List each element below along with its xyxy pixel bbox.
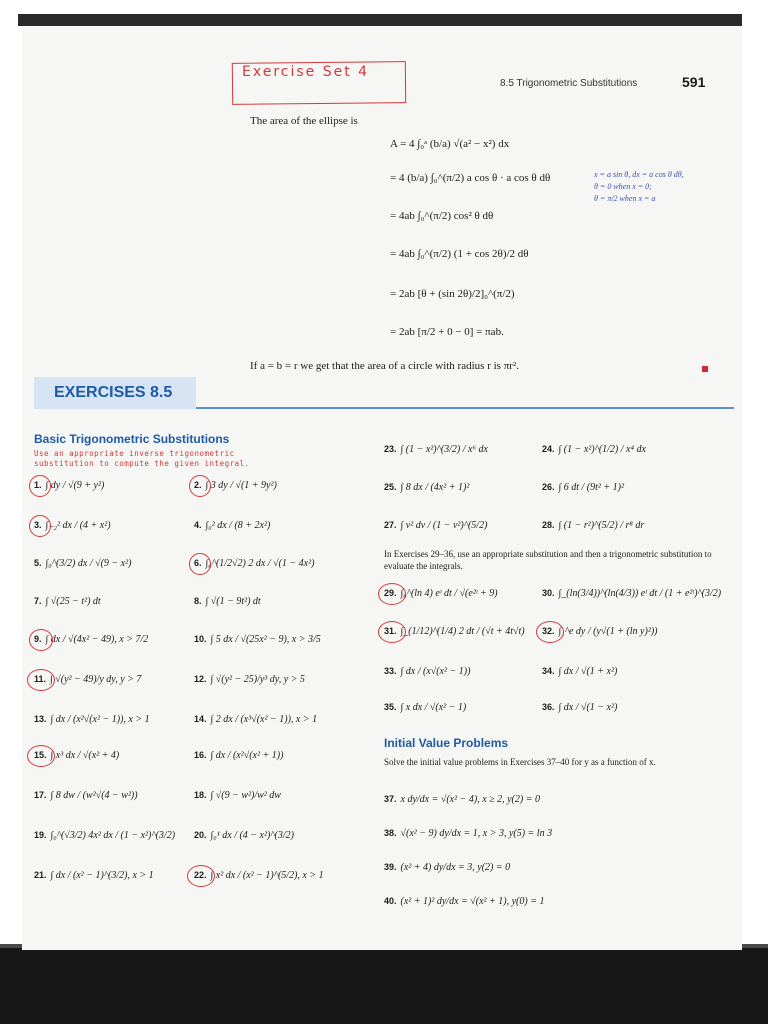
handwritten-note: substitution to compute the given integral. — [34, 459, 250, 468]
handwritten-circle — [536, 621, 564, 643]
problem — [542, 702, 617, 713]
problem-expression: ∫ x³ dx / √(x² + 4) — [50, 750, 120, 761]
problem-number: 20. — [194, 830, 207, 840]
problem-number: 19. — [34, 830, 47, 840]
handwritten-circle — [29, 475, 51, 497]
problem-expression: ∫ √(1 − 9t²) dt — [205, 596, 261, 607]
handwritten-circle — [27, 745, 55, 767]
problem-expression: ∫ dx / (x²√(x² − 1)), x > 1 — [50, 714, 150, 725]
problem-expression: x dy/dx = √(x² − 4), x ≥ 2, y(2) = 0 — [400, 794, 540, 805]
problem-expression: ∫ x² dx / (x² − 1)^(5/2), x > 1 — [210, 870, 324, 881]
problem-expression: ∫ 8 dx / (4x² + 1)² — [400, 482, 470, 493]
problem-number: 14. — [194, 714, 207, 724]
problem-number: 18. — [194, 790, 207, 800]
problem-expression: ∫ 3 dy / √(1 + 9y²) — [205, 480, 277, 491]
problem-number: 39. — [384, 862, 397, 872]
problem-expression: ∫ √(9 − w²)/w² dw — [210, 790, 281, 801]
ellipse-conclusion: If a = b = r we get that the area of a circle with radius r is πr². — [250, 360, 519, 372]
handwritten-circle — [378, 583, 406, 605]
problem-expression: ∫_(1/12)^(1/4) 2 dt / (√t + 4t√t) — [400, 626, 525, 637]
problem — [384, 794, 540, 805]
problem-expression: ∫ dx / (x√(x² − 1)) — [400, 666, 471, 677]
problem — [34, 830, 175, 841]
problem — [194, 674, 305, 685]
problem-expression: (x² + 1)² dy/dx = √(x² + 1), y(0) = 1 — [400, 896, 545, 907]
derivation-line: = 4 (b/a) ∫₀^(π/2) a cos θ · a cos θ dθ — [390, 172, 551, 184]
problem-number: 22. — [194, 870, 207, 880]
problem — [384, 702, 466, 713]
problem-expression: (x² + 4) dy/dx = 3, y(2) = 0 — [400, 862, 511, 873]
problem-number: 40. — [384, 896, 397, 906]
basic-heading: Basic Trigonometric Substitutions — [34, 432, 230, 446]
derivation-line: = 4ab ∫₀^(π/2) cos² θ dθ — [390, 210, 494, 222]
problem — [194, 790, 281, 801]
substitution-note: x = a sin θ, dx = a cos θ dθ, — [594, 170, 684, 179]
problem-number: 35. — [384, 702, 397, 712]
problem — [34, 870, 154, 881]
problem — [194, 596, 261, 607]
problem — [542, 444, 646, 455]
ellipse-intro: The area of the ellipse is — [250, 115, 358, 127]
problem-expression: ∫ dy / √(9 + y²) — [45, 480, 105, 491]
problem — [542, 482, 624, 493]
end-of-example-marker — [702, 366, 708, 372]
problem-number: 36. — [542, 702, 555, 712]
problem-expression: ∫ √(25 − t²) dt — [45, 596, 101, 607]
problem-number: 24. — [542, 444, 555, 454]
problem-expression: ∫₀^(√3/2) 4x² dx / (1 − x²)^(3/2) — [50, 830, 176, 841]
problem — [384, 828, 552, 839]
problem-expression: ∫₋₂² dx / (4 + x²) — [45, 520, 111, 531]
problem-number: 10. — [194, 634, 207, 644]
problem — [542, 666, 617, 677]
problem — [194, 714, 317, 725]
problem — [194, 520, 270, 531]
problem — [384, 896, 544, 907]
problem-expression: ∫ (1 − x²)^(3/2) / x⁶ dx — [400, 444, 488, 455]
derivation-line: A = 4 ∫₀ᵃ (b/a) √(a² − x²) dx — [390, 138, 510, 150]
handwritten-note: Use an appropriate inverse trigonometric — [34, 449, 235, 458]
substitution-note: θ = π/2 when x = a — [594, 194, 656, 203]
substitution-note: θ = 0 when x = 0; — [594, 182, 652, 191]
problem-expression: ∫ dx / √(1 − x²) — [558, 702, 618, 713]
problem-expression: ∫₀² dx / (8 + 2x²) — [205, 520, 271, 531]
problem — [34, 558, 131, 569]
problem-expression: √(x² − 9) dy/dx = 1, x > 3, y(5) = ln 3 — [400, 828, 553, 839]
problem-number: 23. — [384, 444, 397, 454]
problem-expression: ∫ 8 dw / (w²√(4 − w²)) — [50, 790, 138, 801]
problem-number: 30. — [542, 588, 555, 598]
handwritten-circle — [378, 621, 406, 643]
problem-number: 34. — [542, 666, 555, 676]
problem-number: 9. — [34, 634, 42, 644]
problem-number: 28. — [542, 520, 555, 530]
problem — [34, 714, 150, 725]
problem-expression: ∫₀^(3/2) dx / √(9 − x²) — [45, 558, 132, 569]
scan-top-edge — [18, 14, 742, 26]
problem-number: 3. — [34, 520, 42, 530]
problem-expression: ∫ 5 dx / √(25x² − 9), x > 3/5 — [210, 634, 321, 645]
problem-expression: ∫ v² dv / (1 − v²)^(5/2) — [400, 520, 488, 531]
handwritten-circle — [187, 865, 215, 887]
problem-expression: ∫ dx / √(4x² − 49), x > 7/2 — [45, 634, 149, 645]
problem-number: 17. — [34, 790, 47, 800]
problem-number: 7. — [34, 596, 42, 606]
problem-expression: ∫₀¹ dx / (4 − x²)^(3/2) — [210, 830, 294, 841]
running-header: 8.5 Trigonometric Substitutions — [500, 78, 638, 89]
problem-number: 12. — [194, 674, 207, 684]
exercises-title: EXERCISES 8.5 — [54, 384, 173, 401]
problem-number: 8. — [194, 596, 202, 606]
problem-expression: ∫ 2 dx / (x³√(x² − 1)), x > 1 — [210, 714, 318, 725]
ivp-heading: Initial Value Problems — [384, 736, 509, 750]
problem-expression: ∫₀^(ln 4) eᵗ dt / √(e²ᵗ + 9) — [400, 588, 498, 599]
problem — [194, 830, 294, 841]
problem — [542, 520, 644, 531]
problem — [384, 482, 469, 493]
problem-number: 5. — [34, 558, 42, 568]
problem — [542, 588, 721, 599]
derivation-line: = 2ab [π/2 + 0 − 0] = πab. — [390, 326, 504, 338]
problem-expression: ∫₀^(1/2√2) 2 dx / √(1 − 4x²) — [205, 558, 315, 569]
problem-number: 15. — [34, 750, 47, 760]
problem-number: 38. — [384, 828, 397, 838]
problem-expression: ∫ √(y² − 49)/y dy, y > 7 — [50, 674, 142, 685]
problem-number: 21. — [34, 870, 47, 880]
textbook-page — [22, 26, 742, 950]
problem-expression: ∫ √(y² − 25)/y³ dy, y > 5 — [210, 674, 305, 685]
exercises-rule — [196, 407, 734, 409]
problem-expression: ∫₁^e dy / (y√(1 + (ln y)²)) — [558, 626, 658, 637]
problem-number: 31. — [384, 626, 397, 636]
handwritten-title: Exercise Set 4 — [242, 64, 370, 80]
problem-number: 13. — [34, 714, 47, 724]
derivation-line: = 2ab [θ + (sin 2θ)/2]₀^(π/2) — [390, 288, 515, 300]
problem — [384, 862, 510, 873]
handwritten-circle — [29, 629, 53, 651]
handwritten-circle — [189, 475, 211, 497]
problem-number: 25. — [384, 482, 397, 492]
problem-number: 26. — [542, 482, 555, 492]
problem-expression: ∫ (1 − x²)^(1/2) / x⁴ dx — [558, 444, 646, 455]
problem-expression: ∫ dx / (x²√(x² + 1)) — [210, 750, 284, 761]
derivation-line: = 4ab ∫₀^(π/2) (1 + cos 2θ)/2 dθ — [390, 248, 529, 260]
problem-number: 4. — [194, 520, 202, 530]
problem — [194, 634, 321, 645]
problem-number: 2. — [194, 480, 202, 490]
problem-expression: ∫ 6 dt / (9t² + 1)² — [558, 482, 624, 493]
problem — [384, 520, 487, 531]
problem-expression: ∫ dx / (x² − 1)^(3/2), x > 1 — [50, 870, 154, 881]
problem-number: 6. — [194, 558, 202, 568]
problem — [194, 558, 314, 569]
page-number: 591 — [682, 74, 706, 90]
problem-number: 16. — [194, 750, 207, 760]
problem — [194, 750, 283, 761]
problem — [384, 444, 488, 455]
handwritten-circle — [189, 553, 211, 575]
problem-number: 29. — [384, 588, 397, 598]
handwritten-circle — [29, 515, 51, 537]
problem-number: 37. — [384, 794, 397, 804]
problem — [34, 596, 101, 607]
problem-expression: ∫ (1 − r²)^(5/2) / r⁸ dr — [558, 520, 645, 531]
problem — [34, 790, 138, 801]
problem-expression: ∫_(ln(3/4))^(ln(4/3)) eᵗ dt / (1 + e²ᵗ)^(3/2) — [558, 588, 722, 599]
problem-number: 32. — [542, 626, 555, 636]
ivp-instruction: Solve the initial value problems in Exercises 37–40 for y as a function of x. — [384, 757, 656, 767]
problem — [384, 666, 470, 677]
handwritten-circle — [27, 669, 55, 691]
problem-number: 27. — [384, 520, 397, 530]
instruction-29-36: In Exercises 29–36, use an appropriate substitution and then a trigonometric substitution to evaluate the integrals. — [384, 549, 712, 571]
scan-background — [0, 948, 768, 1024]
problem-number: 33. — [384, 666, 397, 676]
problem-expression: ∫ dx / √(1 + x²) — [558, 666, 618, 677]
problem-number: 11. — [34, 674, 47, 684]
problem-number: 1. — [34, 480, 42, 490]
problem-expression: ∫ x dx / √(x² − 1) — [400, 702, 467, 713]
